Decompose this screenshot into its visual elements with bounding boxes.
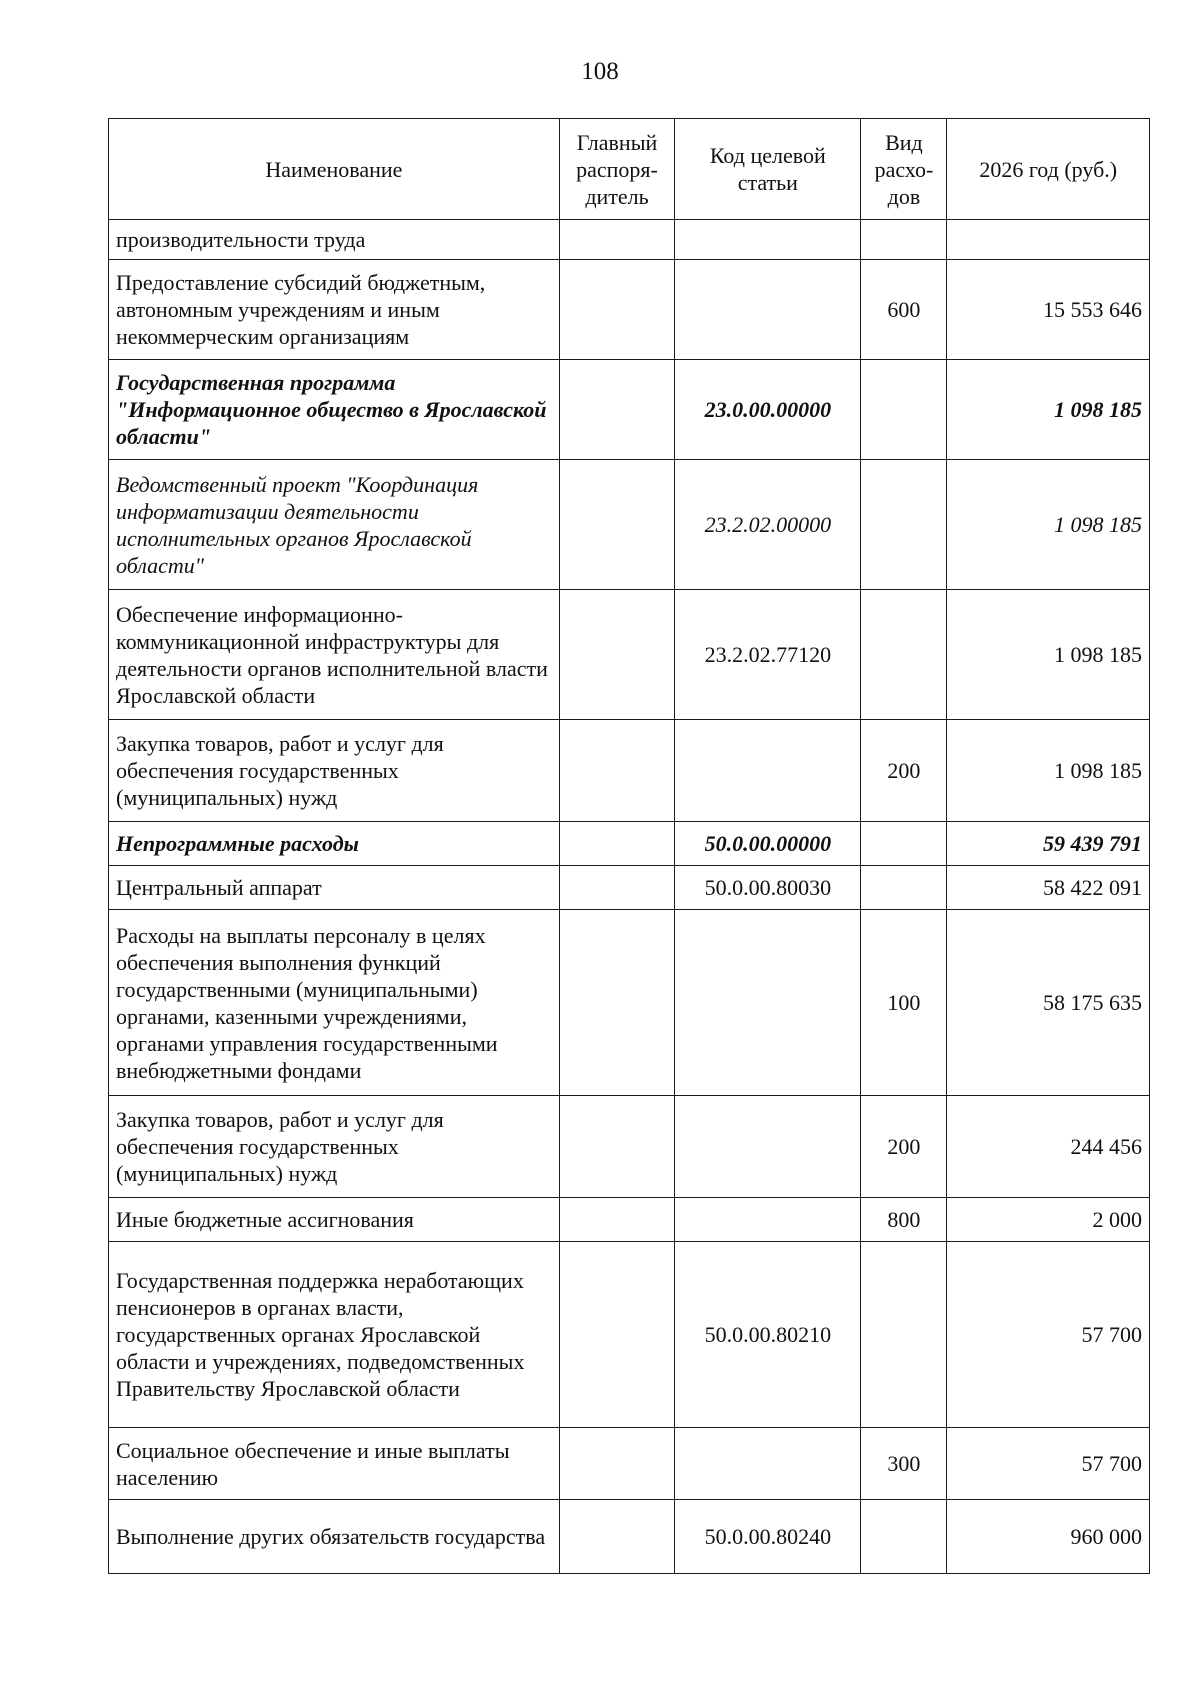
row-kind <box>861 360 947 460</box>
row-kind: 200 <box>861 1096 947 1198</box>
row-code <box>675 1198 861 1242</box>
row-admin <box>559 360 674 460</box>
row-admin <box>559 220 674 260</box>
table-row <box>109 1242 1150 1428</box>
header-name: Наименование <box>109 119 560 220</box>
table-row <box>109 720 1150 822</box>
row-admin <box>559 910 674 1096</box>
row-code: 50.0.00.80030 <box>675 866 861 910</box>
row-amount: 57 700 <box>947 1242 1150 1428</box>
row-admin <box>559 260 674 360</box>
row-name: Центральный аппарат <box>109 866 560 910</box>
row-code: 50.0.00.80210 <box>675 1242 861 1428</box>
row-code <box>675 220 861 260</box>
row-admin <box>559 1428 674 1500</box>
table-row <box>109 220 1150 260</box>
row-amount: 15 553 646 <box>947 260 1150 360</box>
row-amount: 58 175 635 <box>947 910 1150 1096</box>
row-kind <box>861 822 947 866</box>
row-kind: 800 <box>861 1198 947 1242</box>
table-row <box>109 260 1150 360</box>
page-number: 108 <box>581 58 619 85</box>
table-row <box>109 1096 1150 1198</box>
row-code: 23.0.00.00000 <box>675 360 861 460</box>
row-amount: 1 098 185 <box>947 460 1150 590</box>
row-code: 23.2.02.77120 <box>675 590 861 720</box>
table-row <box>109 590 1150 720</box>
row-code: 50.0.00.80240 <box>675 1500 861 1574</box>
row-name: Непрограммные расходы <box>109 822 560 866</box>
row-kind <box>861 590 947 720</box>
row-code <box>675 910 861 1096</box>
row-name: Ведомственный проект "Координация информатизации деятельности исполнительных органов Ярославской области" <box>109 460 560 590</box>
row-admin <box>559 866 674 910</box>
row-amount <box>947 220 1150 260</box>
table-row <box>109 460 1150 590</box>
row-kind: 200 <box>861 720 947 822</box>
row-kind <box>861 220 947 260</box>
row-code <box>675 1428 861 1500</box>
header-amount: 2026 год (руб.) <box>947 119 1150 220</box>
row-code <box>675 720 861 822</box>
row-kind <box>861 866 947 910</box>
row-admin <box>559 1242 674 1428</box>
row-amount: 59 439 791 <box>947 822 1150 866</box>
row-name: Иные бюджетные ассигнования <box>109 1198 560 1242</box>
row-name: Государственная поддержка неработающих пенсионеров в органах власти, государственных органах Ярославской области и учреждениях, подведомственных Правительству Ярославской области <box>109 1242 560 1428</box>
row-amount: 58 422 091 <box>947 866 1150 910</box>
row-amount: 1 098 185 <box>947 590 1150 720</box>
row-amount: 2 000 <box>947 1198 1150 1242</box>
header-admin: Главный распоря-дитель <box>559 119 674 220</box>
row-admin <box>559 1198 674 1242</box>
row-kind <box>861 1242 947 1428</box>
row-name: Расходы на выплаты персоналу в целях обеспечения выполнения функций государственными (муниципальными) органами, казенными учреждениями, органами управления государственными внебюджетными фондами <box>109 910 560 1096</box>
row-name: Выполнение других обязательств государства <box>109 1500 560 1574</box>
row-admin <box>559 720 674 822</box>
row-amount: 1 098 185 <box>947 720 1150 822</box>
row-code <box>675 1096 861 1198</box>
row-name: Закупка товаров, работ и услуг для обеспечения государственных (муниципальных) нужд <box>109 720 560 822</box>
header-kind: Вид расхо-дов <box>861 119 947 220</box>
table-row <box>109 822 1150 866</box>
row-code: 50.0.00.00000 <box>675 822 861 866</box>
table-row <box>109 1428 1150 1500</box>
row-name: Закупка товаров, работ и услуг для обеспечения государственных (муниципальных) нужд <box>109 1096 560 1198</box>
row-admin <box>559 590 674 720</box>
table-row <box>109 1198 1150 1242</box>
row-admin <box>559 1500 674 1574</box>
header-code: Код целевой статьи <box>675 119 861 220</box>
row-amount: 960 000 <box>947 1500 1150 1574</box>
row-amount: 244 456 <box>947 1096 1150 1198</box>
row-admin <box>559 822 674 866</box>
row-admin <box>559 1096 674 1198</box>
table-row <box>109 910 1150 1096</box>
row-amount: 57 700 <box>947 1428 1150 1500</box>
row-kind: 100 <box>861 910 947 1096</box>
row-name: Социальное обеспечение и иные выплаты населению <box>109 1428 560 1500</box>
row-name: Предоставление субсидий бюджетным, автономным учреждениям и иным некоммерческим организациям <box>109 260 560 360</box>
row-kind <box>861 460 947 590</box>
table-row <box>109 866 1150 910</box>
row-name: производительности труда <box>109 220 560 260</box>
row-code: 23.2.02.00000 <box>675 460 861 590</box>
row-kind <box>861 1500 947 1574</box>
row-amount: 1 098 185 <box>947 360 1150 460</box>
row-name: Государственная программа "Информационное общество в Ярославской области" <box>109 360 560 460</box>
table-row <box>109 360 1150 460</box>
row-kind: 300 <box>861 1428 947 1500</box>
budget-table <box>108 118 1150 1574</box>
row-name: Обеспечение информационно-коммуникационной инфраструктуры для деятельности органов исполнительной власти Ярославской области <box>109 590 560 720</box>
table-row <box>109 1500 1150 1574</box>
row-code <box>675 260 861 360</box>
row-kind: 600 <box>861 260 947 360</box>
row-admin <box>559 460 674 590</box>
table-header-row <box>109 119 1150 220</box>
